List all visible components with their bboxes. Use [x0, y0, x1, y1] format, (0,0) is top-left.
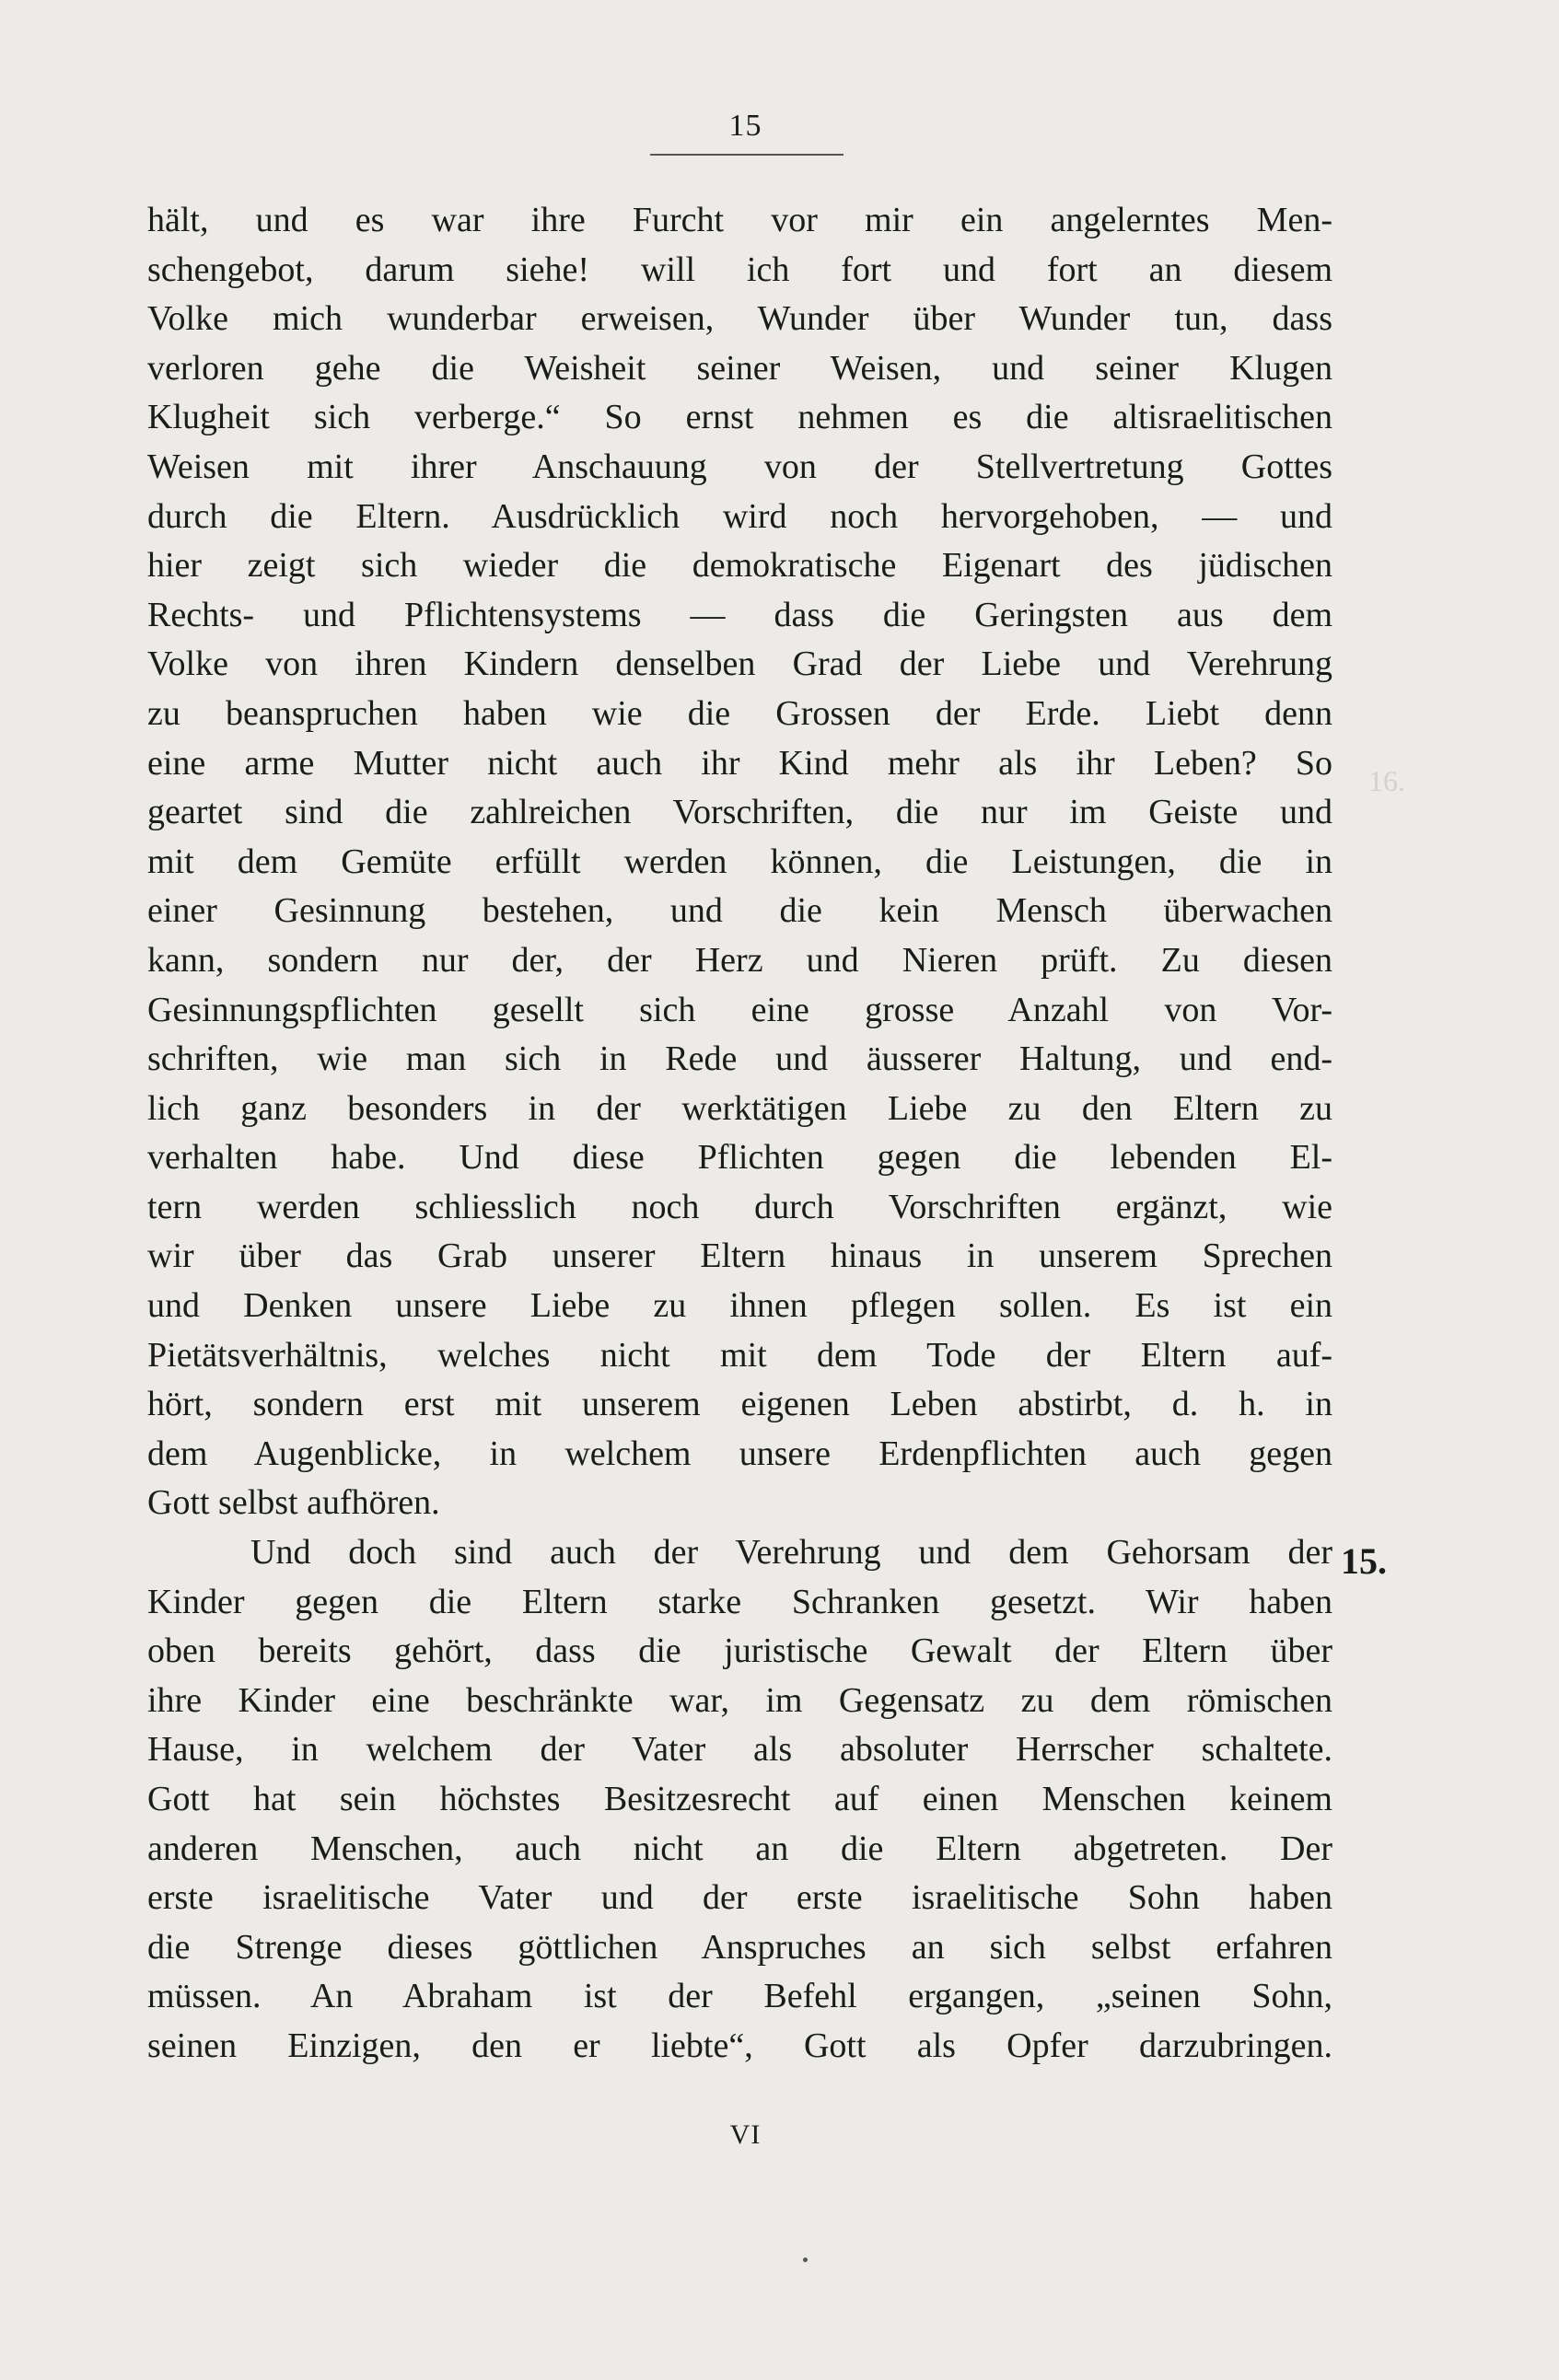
text-line: dem Augenblicke, in welchem unsere Erdenpflichten auch gegen: [147, 1434, 1332, 1473]
text-line: schriften, wie man sich in Rede und äusserer Haltung, und end-: [147, 1039, 1332, 1079]
text-line: Klugheit sich verberge.“ So ernst nehmen es die altisraelitischen: [147, 398, 1332, 437]
text-line: tern werden schliesslich noch durch Vorschriften ergänzt, wie: [147, 1187, 1332, 1226]
header-rule: [650, 154, 843, 156]
text-line: mit dem Gemüte erfüllt werden können, die Leistungen, die in: [147, 842, 1332, 881]
text-line: Volke von ihren Kindern denselben Grad der Liebe und Verehrung: [147, 644, 1332, 684]
text-line: durch die Eltern. Ausdrücklich wird noch hervorgehoben, — und: [147, 496, 1332, 536]
signature-mark: VI: [729, 2119, 762, 2150]
text-line: und Denken unsere Liebe zu ihnen pflegen sollen. Es ist ein: [147, 1286, 1332, 1326]
text-line: Rechts- und Pflichtensystems — dass die Geringsten aus dem: [147, 595, 1332, 634]
text-line: Volke mich wunderbar erweisen, Wunder über Wunder tun, dass: [147, 299, 1332, 339]
text-line: geartet sind die zahlreichen Vorschriften, die nur im Geiste und: [147, 793, 1332, 832]
text-line: schengebot, darum siehe! will ich fort und fort an diesem: [147, 250, 1332, 289]
body-text: [147, 196, 1332, 2072]
text-line: Kinder gegen die Eltern starke Schranken gesetzt. Wir haben: [147, 1582, 1332, 1621]
text-line: hier zeigt sich wieder die demokratische Eigenart des jüdischen: [147, 546, 1332, 586]
text-line: zu beanspruchen haben wie die Grossen der Erde. Liebt denn: [147, 693, 1332, 733]
page-number: 15: [728, 109, 762, 143]
text-line: Und doch sind auch der Verehrung und dem Gehorsam der: [250, 1533, 1332, 1573]
text-line: müssen. An Abraham ist der Befehl ergangen, „seinen Sohn,: [147, 1977, 1332, 2016]
text-line: Hause, in welchem der Vater als absoluter Herrscher schaltete.: [147, 1730, 1332, 1770]
text-line: Pietätsverhältnis, welches nicht mit dem Tode der Eltern auf-: [147, 1335, 1332, 1375]
text-line: anderen Menschen, auch nicht an die Eltern abgetreten. Der: [147, 1829, 1332, 1868]
text-line: Gott selbst aufhören.: [147, 1483, 440, 1523]
text-line: seinen Einzigen, den er liebte“, Gott als Opfer darzubringen.: [147, 2026, 1332, 2065]
margin-number: 15.: [1341, 1540, 1387, 1582]
text-line: hält, und es war ihre Furcht vor mir ein angelerntes Men-: [147, 201, 1332, 239]
text-line: einer Gesinnung bestehen, und die kein Mensch überwachen: [147, 891, 1332, 931]
text-line: oben bereits gehört, dass die juristische Gewalt der Eltern über: [147, 1631, 1332, 1671]
text-line: verloren gehe die Weisheit seiner Weisen, und seiner Klugen: [147, 348, 1332, 388]
text-line: die Strenge dieses göttlichen Anspruches an sich selbst erfahren: [147, 1927, 1332, 1967]
text-line: erste israelitische Vater und der erste israelitische Sohn haben: [147, 1878, 1332, 1918]
text-line: wir über das Grab unserer Eltern hinaus in unserem Sprechen: [147, 1236, 1332, 1276]
text-line: eine arme Mutter nicht auch ihr Kind mehr als ihr Leben? So: [147, 743, 1332, 783]
text-line: hört, sondern erst mit unserem eigenen Leben abstirbt, d. h. in: [147, 1385, 1332, 1424]
paper-speck: [803, 2258, 808, 2262]
text-line: verhalten habe. Und diese Pflichten gegen die lebenden El-: [147, 1138, 1332, 1178]
margin-bleed-mark: 16.: [1368, 764, 1405, 797]
text-line: lich ganz besonders in der werktätigen Liebe zu den Eltern zu: [147, 1088, 1332, 1128]
text-line: Weisen mit ihrer Anschauung von der Stellvertretung Gottes: [147, 447, 1332, 486]
text-line: Gott hat sein höchstes Besitzesrecht auf einen Menschen keinem: [147, 1780, 1332, 1818]
text-line: ihre Kinder eine beschränkte war, im Gegensatz zu dem römischen: [147, 1680, 1332, 1720]
text-line: kann, sondern nur der, der Herz und Nieren prüft. Zu diesen: [147, 940, 1332, 980]
text-line: Gesinnungspflichten gesellt sich eine grosse Anzahl von Vor-: [147, 990, 1332, 1029]
